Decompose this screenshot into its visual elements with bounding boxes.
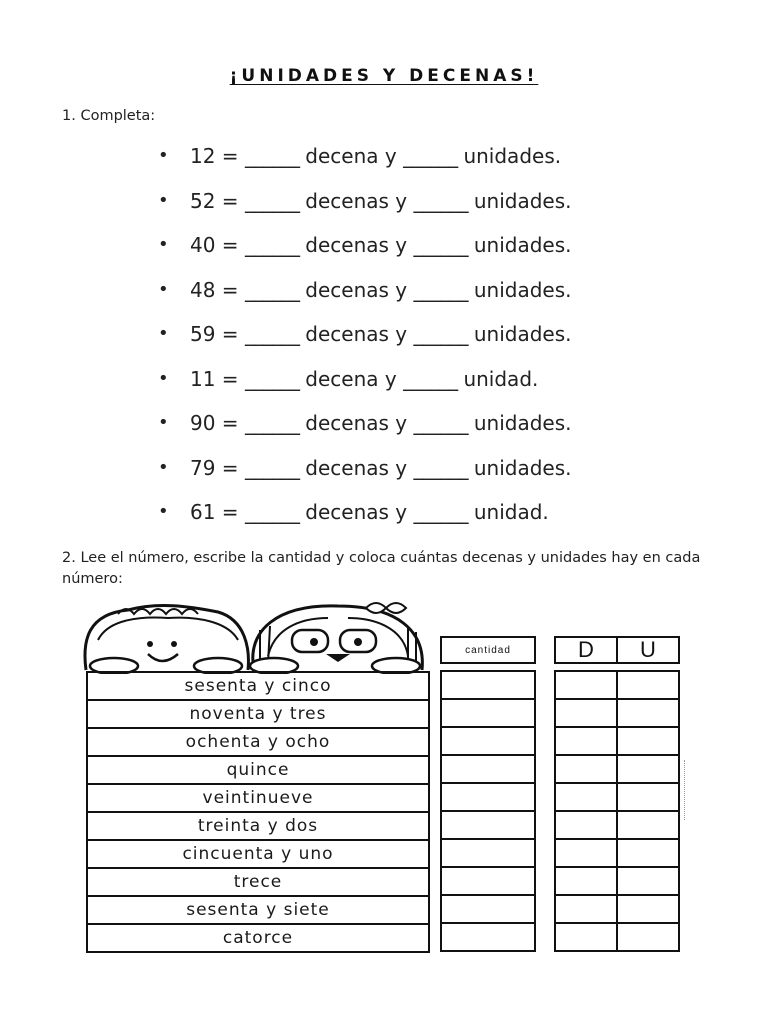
answer-blank[interactable]: ______ — [244, 188, 299, 213]
bullet-icon: • — [158, 189, 169, 211]
cantidad-cell[interactable] — [442, 868, 534, 894]
bullet-icon: • — [158, 278, 169, 300]
answer-blank[interactable]: ______ — [244, 322, 299, 346]
answer-blank[interactable]: ______ — [403, 144, 458, 168]
answer-blank[interactable]: ______ — [413, 188, 468, 213]
word-row: trece — [88, 869, 428, 897]
exercise-item: • 90 = ______ decenas y ______ unidades. — [158, 405, 678, 450]
cantidad-cell[interactable] — [442, 840, 534, 866]
bullet-icon: • — [158, 501, 169, 522]
answer-blank[interactable]: ______ — [413, 277, 468, 302]
decenas-cell[interactable] — [556, 756, 616, 782]
exercise-item: • 59 = ______ decenas y ______ unidades. — [158, 316, 678, 361]
bullet-icon: • — [158, 323, 169, 344]
answer-blank[interactable]: ______ — [244, 277, 299, 302]
exercise-item: • 11 = ______ decena y ______ unidad. — [158, 361, 678, 406]
answer-blank[interactable]: ______ — [244, 500, 299, 524]
cantidad-cell[interactable] — [442, 728, 534, 754]
children-illustration — [78, 600, 438, 674]
cantidad-column — [440, 636, 536, 952]
unidades-cell[interactable] — [616, 868, 678, 894]
bullet-icon: • — [158, 456, 169, 478]
cantidad-header: cantidad — [440, 636, 536, 664]
unidades-cell[interactable] — [616, 728, 678, 754]
unidades-cell[interactable] — [616, 784, 678, 810]
bullet-icon: • — [158, 234, 169, 255]
cantidad-cell[interactable] — [442, 896, 534, 922]
decenas-cell[interactable] — [556, 868, 616, 894]
worksheet-title: ¡UNIDADES Y DECENAS! — [229, 66, 539, 86]
unidades-cell[interactable] — [616, 756, 678, 782]
answer-blank[interactable]: ______ — [244, 411, 299, 435]
answer-blank[interactable]: ______ — [244, 233, 299, 257]
decenas-cell[interactable] — [556, 896, 616, 922]
unidades-cell[interactable] — [616, 672, 678, 698]
decenas-cell[interactable] — [556, 784, 616, 810]
unidades-cell[interactable] — [616, 840, 678, 866]
decenas-cell[interactable] — [556, 700, 616, 726]
section-1-label: 1. Completa: — [62, 108, 156, 124]
section-2-label: 2. Lee el número, escribe la cantidad y coloca cuántas decenas y unidades hay en cada número: — [62, 550, 701, 587]
exercise-2-table — [78, 600, 698, 960]
answer-blank[interactable]: ______ — [244, 455, 299, 480]
answer-blank[interactable]: ______ — [413, 233, 468, 257]
cantidad-cell[interactable] — [442, 924, 534, 950]
word-row: veintinueve — [88, 785, 428, 813]
answer-blank[interactable]: ______ — [403, 366, 458, 391]
decenas-cell[interactable] — [556, 812, 616, 838]
scan-artifact — [684, 760, 689, 820]
unidades-cell[interactable] — [616, 896, 678, 922]
exercise-item: • 12 = ______ decena y ______ unidades. — [158, 138, 678, 183]
answer-blank[interactable]: ______ — [244, 366, 299, 391]
decenas-unidades-columns — [554, 636, 680, 952]
word-row: sesenta y siete — [88, 897, 428, 925]
answer-blank[interactable]: ______ — [244, 144, 299, 168]
unidades-cell[interactable] — [616, 812, 678, 838]
answer-blank[interactable]: ______ — [413, 322, 468, 346]
word-row: quince — [88, 757, 428, 785]
cantidad-cells — [440, 670, 536, 952]
unidades-cell[interactable] — [616, 700, 678, 726]
cantidad-cell[interactable] — [442, 700, 534, 726]
word-row: cincuenta y uno — [88, 841, 428, 869]
bullet-icon: • — [158, 145, 169, 166]
word-row: sesenta y cinco — [88, 673, 428, 701]
words-column — [86, 671, 430, 953]
exercise-item: • 79 = ______ decenas y ______ unidades. — [158, 450, 678, 495]
exercise-1-list — [158, 138, 678, 539]
exercise-item: • 52 = ______ decenas y ______ unidades. — [158, 183, 678, 228]
cantidad-cell[interactable] — [442, 784, 534, 810]
du-cells — [554, 670, 680, 952]
unidades-cell[interactable] — [616, 924, 678, 950]
decenas-cell[interactable] — [556, 728, 616, 754]
bullet-icon: • — [158, 412, 169, 433]
decenas-cell[interactable] — [556, 672, 616, 698]
decenas-cell[interactable] — [556, 840, 616, 866]
cantidad-cell[interactable] — [442, 812, 534, 838]
word-row: noventa y tres — [88, 701, 428, 729]
word-row: treinta y dos — [88, 813, 428, 841]
cantidad-cell[interactable] — [442, 672, 534, 698]
decenas-header: D — [554, 636, 618, 664]
cantidad-cell[interactable] — [442, 756, 534, 782]
exercise-item: • 61 = ______ decenas y ______ unidad. — [158, 494, 678, 539]
answer-blank[interactable]: ______ — [413, 500, 468, 524]
decenas-cell[interactable] — [556, 924, 616, 950]
exercise-item: • 48 = ______ decenas y ______ unidades. — [158, 272, 678, 317]
answer-blank[interactable]: ______ — [413, 455, 468, 480]
word-row: catorce — [88, 925, 428, 953]
word-row: ochenta y ocho — [88, 729, 428, 757]
exercise-item: • 40 = ______ decenas y ______ unidades. — [158, 227, 678, 272]
bullet-icon: • — [158, 367, 169, 389]
unidades-header: U — [618, 636, 680, 664]
answer-blank[interactable]: ______ — [413, 411, 468, 435]
